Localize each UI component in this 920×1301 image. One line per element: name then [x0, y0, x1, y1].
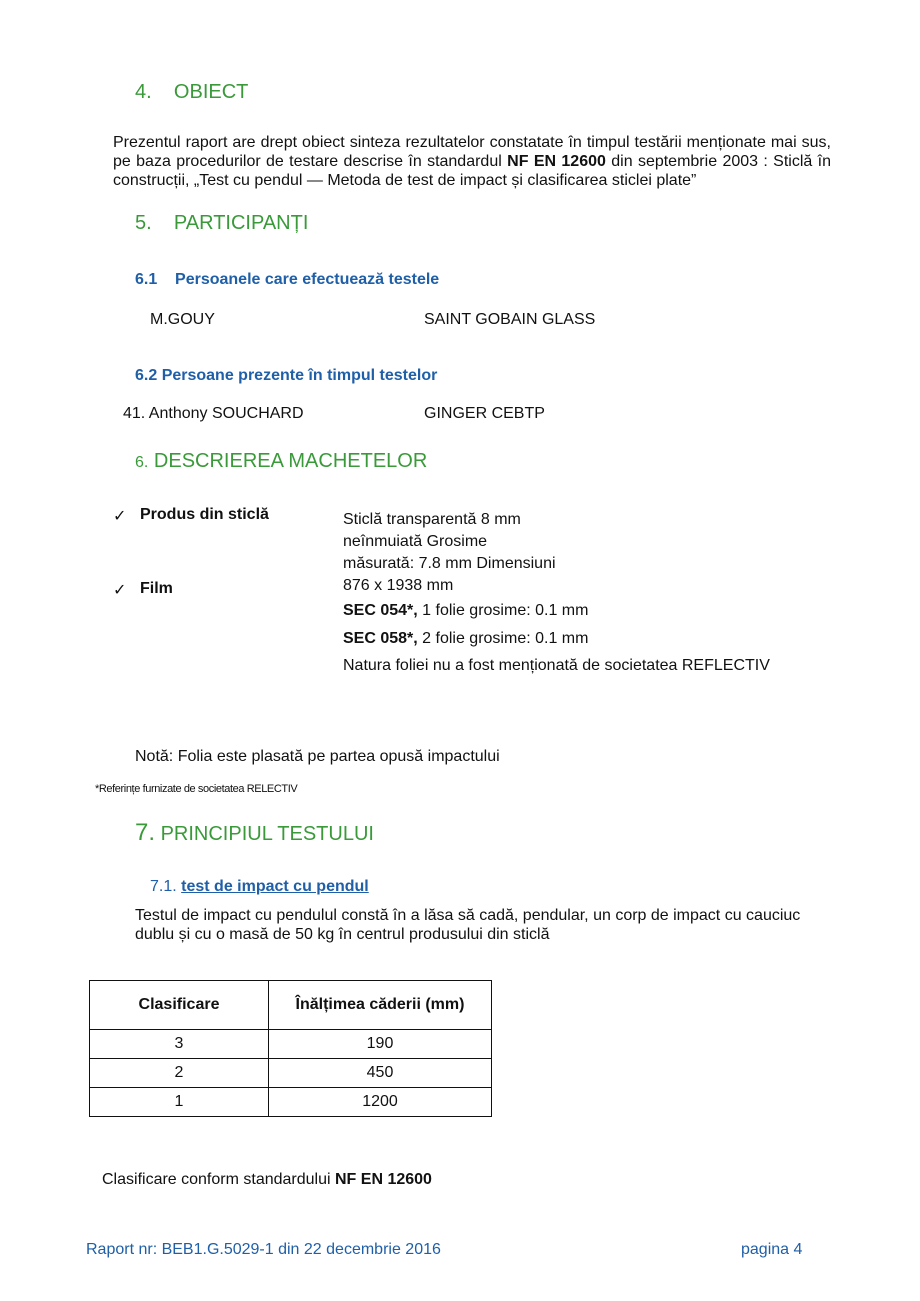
text: 1 folie grosime: 0.1 mm: [417, 602, 589, 619]
film-code: SEC 054*,: [343, 602, 418, 619]
subsection-number: 6.1: [135, 271, 158, 288]
note: Notă: Folia este plasată pe partea opusă impactului: [135, 748, 500, 765]
subsection-title-link[interactable]: test de impact cu pendul: [181, 878, 369, 895]
footnote: *Referințe furnizate de societatea RELECTIV: [95, 783, 298, 795]
section-4-heading: [135, 81, 248, 104]
column-header: Clasificare: [90, 981, 269, 1030]
section-number: 7.: [135, 819, 156, 846]
participant-org: SAINT GOBAIN GLASS: [424, 311, 596, 328]
subsection-6-2-heading: 6.2 Persoane prezente în timpul testelor: [135, 367, 438, 384]
cell: 1200: [269, 1088, 492, 1117]
film-code: SEC 058*,: [343, 630, 418, 647]
participant-name: M.GOUY: [150, 311, 215, 328]
classification-table: [89, 980, 492, 1117]
desc-line: 876 x 1938 mm: [343, 577, 454, 594]
text: Prezentul raport are drept obiect sinteza rezultatelor constatate în timpul testării menționate mai sus, pe baza procedurilor de testare descrise în standardul: [113, 134, 831, 170]
participant-name: 41. Anthony SOUCHARD: [123, 405, 304, 422]
page-number: pagina 4: [741, 1241, 803, 1258]
table-row: [90, 1088, 492, 1117]
cell: 3: [90, 1030, 269, 1059]
section-number: 6.: [135, 454, 149, 471]
film-1: [343, 602, 588, 620]
classification-note: [102, 1171, 432, 1189]
text: din septembrie 2003 : Sticlă în construcții, „Test cu pendul — Metoda de test de impact și clasificarea sticlei plate”: [113, 153, 832, 189]
section-title: DESCRIEREA MACHETELOR: [153, 450, 428, 472]
text: Clasificare conform standardului: [102, 1171, 335, 1188]
check-icon: ✓: [113, 508, 127, 525]
subsection-7-1-heading: [150, 878, 369, 896]
section-6-heading: [135, 450, 427, 473]
film-nature-note: Natura foliei nu a fost menționată de societatea REFLECTIV: [343, 657, 770, 674]
desc-line: Sticlă transparentă 8 mm: [343, 511, 521, 528]
table-row: [90, 1059, 492, 1088]
subsection-6-1-heading: [135, 271, 439, 289]
principle-paragraph: Testul de impact cu pendulul constă în a lăsa să cadă, pendular, un corp de impact cu cauciuc dublu și cu o masă de 50 kg în centrul produsului din sticlă: [135, 907, 801, 943]
section-7-heading: [135, 819, 374, 847]
object-paragraph: [113, 133, 831, 190]
desc-line: neînmuiată Grosime: [343, 533, 488, 550]
section-title: OBIECT: [173, 81, 249, 103]
subsection-title: Persoanele care efectuează testele: [175, 271, 440, 288]
section-number: 5.: [135, 212, 152, 234]
report-number: Raport nr: BEB1.G.5029-1 din 22 decembrie 2016: [86, 1241, 441, 1258]
cell: 1: [90, 1088, 269, 1117]
cell: 2: [90, 1059, 269, 1088]
table-header-row: [90, 981, 492, 1030]
desc-line: măsurată: 7.8 mm Dimensiuni: [343, 555, 556, 572]
check-icon: ✓: [113, 582, 127, 599]
subsection-number: 7.1.: [150, 878, 177, 895]
cell: 450: [269, 1059, 492, 1088]
column-header: Înălțimea căderii (mm): [269, 981, 492, 1030]
section-5-heading: [135, 212, 308, 235]
text: 2 folie grosime: 0.1 mm: [417, 630, 589, 647]
item-film: Film: [140, 580, 173, 597]
participant-org: GINGER CEBTP: [424, 405, 545, 422]
standard-name: NF EN 12600: [507, 153, 606, 170]
film-2: [343, 630, 588, 648]
cell: 190: [269, 1030, 492, 1059]
standard-name: NF EN 12600: [335, 1171, 432, 1188]
section-title: PRINCIPIUL TESTULUI: [160, 823, 374, 845]
section-title: PARTICIPANȚI: [173, 212, 309, 234]
table-row: [90, 1030, 492, 1059]
section-number: 4.: [135, 81, 152, 103]
glass-description: [343, 509, 556, 597]
item-glass-product: Produs din sticlă: [140, 506, 269, 523]
